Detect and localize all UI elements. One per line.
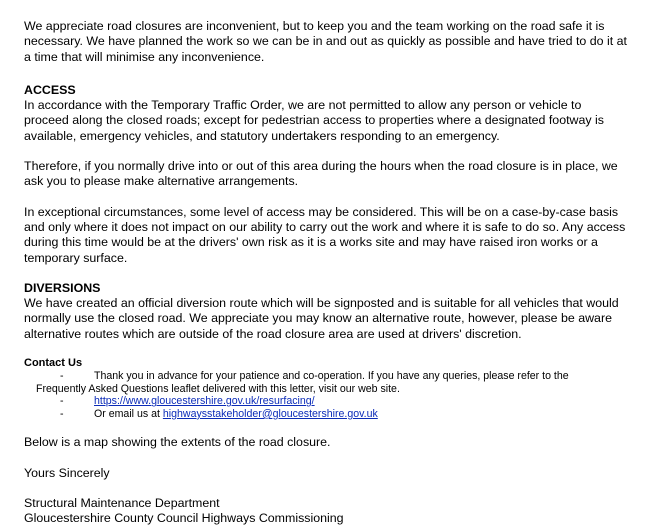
list-dash: - (60, 395, 64, 408)
website-link[interactable]: https://www.gloucestershire.gov.uk/resurfacing/ (94, 395, 315, 408)
contact-thanks-text: Thank you in advance for your patience and co-operation. If you have any queries, please refer to the (94, 370, 569, 383)
intro-paragraph: We appreciate road closures are inconvenient, but to keep you and the team working on the road safe it is necessary. We have planned the work so we can be in and out as quickly as possible and have tried to do it at a time that will minimise any inconvenience. (24, 19, 627, 64)
contact-item-email (24, 408, 629, 421)
access-heading: ACCESS (24, 82, 76, 97)
sign-off: Yours Sincerely (24, 465, 110, 480)
diversions-heading: DIVERSIONS (24, 280, 101, 295)
contact-heading: Contact Us (24, 357, 83, 370)
contact-thanks-continued: Frequently Asked Questions leaflet delivered with this letter, visit our web site. (36, 382, 400, 395)
contact-item-thanks (24, 370, 629, 383)
letter-body (24, 19, 629, 527)
list-dash: - (60, 370, 64, 383)
contact-list (24, 370, 629, 420)
list-dash: - (60, 407, 64, 420)
contact-item-website (24, 395, 629, 408)
email-link[interactable]: highwaysstakeholder@gloucestershire.gov.uk (162, 407, 378, 420)
email-prefix: Or email us at (94, 407, 163, 420)
access-paragraph-1: In accordance with the Temporary Traffic Order, we are not permitted to allow any person or vehicle to proceed along the closed roads; except for pedestrian access to properties where a designated footway is available, emergency vehicles, and statutory undertakers responding to an emergency. (24, 98, 604, 143)
access-paragraph-2: Therefore, if you normally drive into or out of this area during the hours when the road closure is in place, we ask you to please make alternative arrangements. (24, 159, 618, 189)
access-paragraph-3: In exceptional circumstances, some level of access may be considered. This will be on a case-by-case basis and only where it does not impact on our ability to carry out the work and where it is safe to do so. Any access during this time would be at the drivers' own risk as it is a works site and may have raised iron works or a temporary surface. (24, 204, 626, 265)
signature-organisation: Gloucestershire County Council Highways Commissioning (24, 511, 344, 526)
map-note: Below is a map showing the extents of the road closure. (24, 435, 331, 450)
diversions-paragraph: We have created an official diversion route which will be signposted and is suitable for all vehicles that would normally use the closed road. We appreciate you may know an alternative route, however, please be aware alternative routes which are outside of the road closure area are used at drivers' discretion. (24, 296, 619, 341)
signature-department: Structural Maintenance Department (24, 496, 220, 511)
